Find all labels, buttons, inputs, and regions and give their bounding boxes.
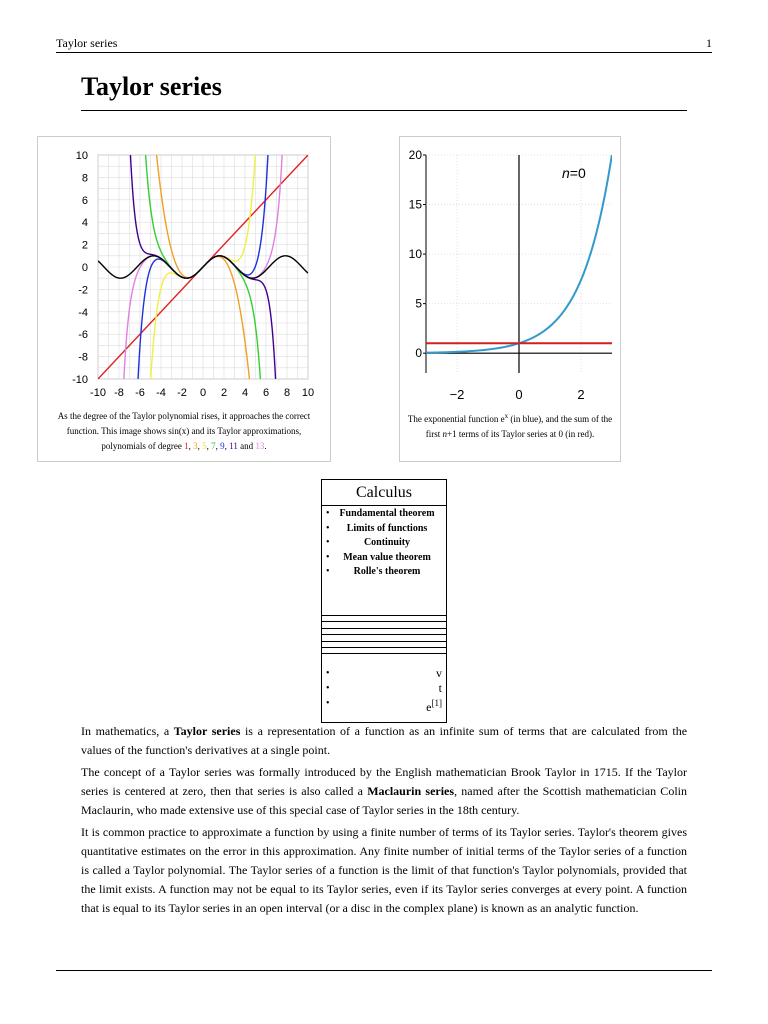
x-tick-label: 8	[283, 387, 291, 399]
degree-7-label: 7	[211, 441, 216, 451]
y-tick-label: 0	[81, 262, 88, 274]
topic-rolles-theorem[interactable]: • Rolle's theorem	[322, 565, 446, 580]
figure-exp-caption	[404, 409, 616, 442]
y-tick-label: 5	[415, 296, 422, 311]
topic-limits-of-functions[interactable]: • Limits of functions	[322, 522, 446, 537]
caption-exp-pre: The exponential function	[407, 414, 501, 424]
caption-sin-text: As the degree of the Taylor polynomial rises, it approaches the correct function. This image shows sin(x) and its Taylor approximations, polynomials of degree	[57, 411, 311, 451]
navbox-divider	[322, 628, 446, 629]
vte-view-link[interactable]	[322, 666, 446, 681]
vte-view-label: v	[436, 666, 442, 680]
y-tick-label: -10	[72, 374, 88, 386]
x-tick-label: -8	[114, 387, 124, 399]
x-tick-label: 10	[301, 387, 315, 399]
y-tick-label: 6	[81, 194, 88, 207]
caption-exp-n: n	[442, 429, 447, 439]
navbox-divider	[322, 641, 446, 642]
topic-continuity[interactable]: • Continuity	[322, 536, 446, 551]
x-tick-label: 2	[577, 387, 585, 402]
x-tick-label: 4	[241, 387, 249, 399]
navbox-divider	[322, 621, 446, 622]
degree-13-label: 13	[255, 441, 265, 451]
caption-exp-sup: x	[504, 412, 509, 420]
navbox-divider	[322, 653, 446, 654]
vte-edit-label: e	[426, 700, 432, 714]
term-maclaurin-series: Maclaurin series	[367, 784, 455, 798]
x-tick-label: 6	[262, 387, 270, 399]
y-tick-label: 20	[408, 148, 422, 162]
topic-fundamental-theorem[interactable]: • Fundamental theorem	[322, 507, 446, 522]
x-tick-label: -2	[177, 387, 187, 399]
calculus-topic-list	[322, 507, 446, 580]
topic-mean-value-theorem[interactable]: • Mean value theorem	[322, 551, 446, 566]
page-title: Taylor series	[81, 72, 222, 101]
p2-post: , named after the Scottish mathematician Colin Maclaurin, who made extensive use of this special case of Taylor series in the 18th century.	[81, 784, 687, 817]
x-tick-label: −2	[449, 387, 465, 402]
navbox-divider	[322, 647, 446, 648]
figure-sin-taylor	[37, 136, 331, 462]
x-tick-label: 0	[515, 387, 523, 402]
paragraph-intro	[81, 722, 687, 760]
navbox-divider	[322, 634, 446, 635]
vte-talk-link[interactable]	[322, 681, 446, 696]
caption-and: and	[237, 441, 256, 451]
term-taylor-series: Taylor series	[173, 724, 241, 738]
y-tick-label: 8	[81, 172, 88, 185]
p2-pre: The concept of a Taylor series was formally introduced by the English mathematician Brook Taylor in 1715. If the Taylor series is centered at zero, then that series is also called a	[81, 765, 687, 798]
y-tick-label: 4	[81, 217, 88, 230]
y-tick-label: 2	[81, 239, 88, 252]
calculus-title: Calculus	[322, 480, 446, 506]
navbox-divider	[322, 615, 446, 616]
p1-pre: In mathematics, a	[81, 724, 174, 738]
figure-sin-caption: As the degree of the Taylor polynomial rises, it approaches the correct function. This image shows sin(x) and its Taylor approximations, polynomials of degree 1, 3, 5, 7, 9, 11 and 13.	[57, 411, 311, 451]
running-header-title: Taylor series	[56, 36, 118, 50]
calculus-navbox	[321, 479, 447, 723]
page-number: 1	[706, 36, 712, 50]
degree-1-label: 1	[184, 441, 189, 451]
figure-exp-taylor	[399, 136, 621, 462]
y-tick-label: -8	[78, 351, 88, 364]
caption-exp-post: +1 terms of its Taylor series at 0 (in red).	[447, 429, 595, 439]
p1-post: is a representation of a function as an infinite sum of terms that are calculated from the values of the function's derivatives at a single point.	[81, 724, 688, 757]
vte-edit-link[interactable]	[322, 696, 446, 714]
x-tick-label: 2	[220, 387, 228, 399]
navbox-vte-links	[322, 666, 446, 714]
exp-taylor-chart	[400, 137, 620, 407]
y-tick-label: 15	[408, 197, 422, 212]
caption-exp-func: e	[500, 414, 505, 424]
y-tick-label: 10	[408, 247, 422, 262]
vte-talk-label: t	[438, 681, 442, 695]
y-tick-label: -2	[78, 284, 88, 297]
header-rule	[56, 52, 712, 53]
degree-11-label: 11	[229, 441, 238, 451]
footnote-ref[interactable]: [1]	[431, 698, 442, 708]
y-tick-label: 0	[415, 346, 422, 361]
x-tick-label: 0	[199, 387, 207, 399]
degree-3-label: 3	[193, 441, 198, 451]
y-tick-label: -4	[78, 306, 88, 319]
paragraph-history	[81, 763, 687, 820]
x-tick-label: -4	[156, 387, 166, 399]
footer-rule	[56, 970, 712, 971]
degree-9-label: 9	[220, 441, 225, 451]
x-tick-label: -6	[135, 387, 145, 399]
caption-end: .	[264, 441, 267, 451]
y-tick-label: 10	[75, 150, 88, 162]
y-tick-label: -6	[78, 329, 88, 342]
x-tick-label: -10	[90, 387, 106, 399]
article-body	[81, 722, 687, 921]
title-rule	[81, 110, 687, 111]
paragraph-approximation: It is common practice to approximate a function by using a finite number of terms of its Taylor series. Taylor's theorem gives quantitative estimates on the error in this approximation. Any finite number of initial terms of the Taylor series of a function is called a Taylor polynomial. The Taylor series of a function is the limit of that function's Taylor polynomials, provided that the limit exists. A function may not be equal to its Taylor series, even if its Taylor series converges at every point. A function that is equal to its Taylor series in an open interval (or a disc in the complex plane) is known as an analytic function.	[81, 825, 687, 915]
n-annotation: n=0	[562, 165, 586, 181]
sin-taylor-chart	[38, 137, 330, 407]
degree-5-label: 5	[202, 441, 207, 451]
caption-exp-mid: (in blue), and the sum of the first	[425, 414, 613, 439]
